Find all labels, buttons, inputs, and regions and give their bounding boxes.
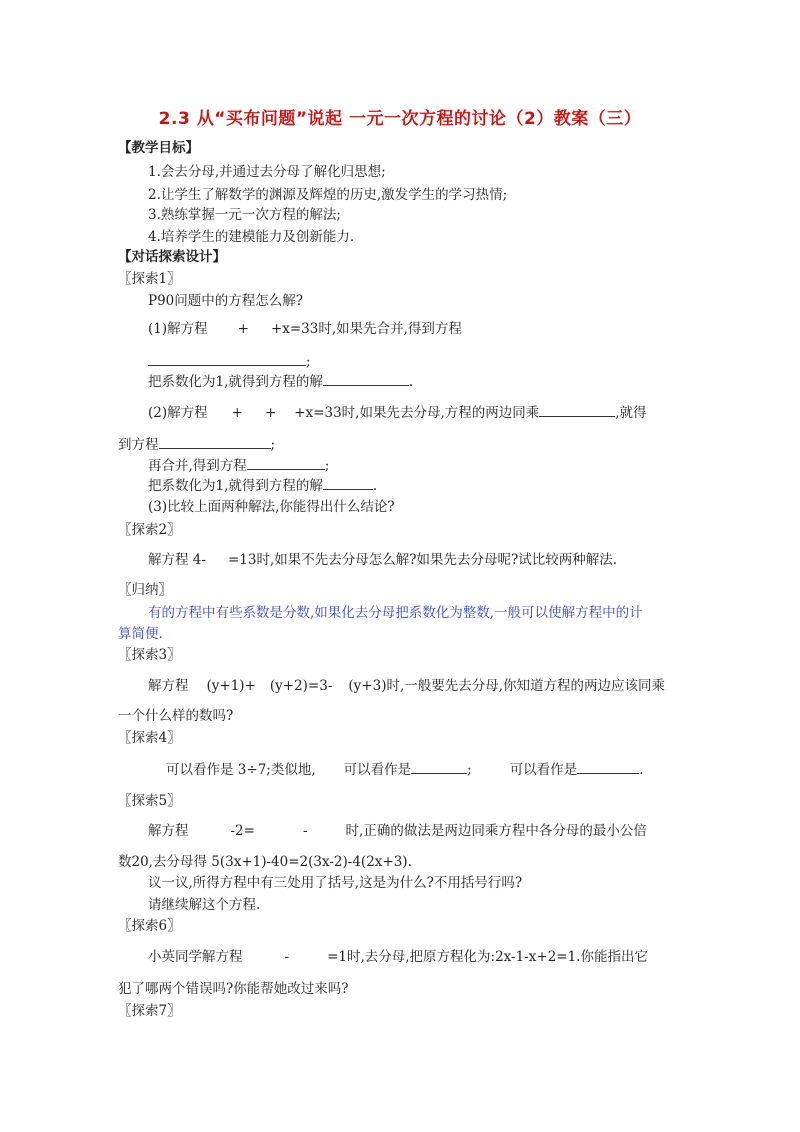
explore5-text-cont: 数20,去分母得 5(3x+1)-40=2(3x-2)-4(2x+3).	[118, 854, 412, 870]
text: +x=33时,如果先合并,得到方程	[270, 321, 462, 337]
text: 时,正确的做法是两边同乘方程中各分母的最小公倍	[345, 823, 647, 839]
text: 可以看作是	[343, 762, 412, 778]
explore1-part2-coef	[148, 476, 377, 495]
explore1-part2	[148, 403, 647, 422]
summary-line: 有的方程中有些系数是分数,如果化去分母把系数化为整数,一般可以使解方程中的计	[148, 605, 643, 621]
goal-item: 2.让学生了解数学的渊源及辉煌的历史,激发学生的学习热情;	[148, 187, 508, 203]
goals-header: 【教学目标】	[118, 140, 199, 156]
text: ;	[270, 437, 276, 453]
explore5-continue: 请继续解这个方程.	[148, 897, 261, 913]
answer-blank[interactable]	[247, 456, 325, 470]
explore1-part1-coef	[148, 372, 413, 391]
goal-item: 4.培养学生的建模能力及创新能力.	[148, 229, 355, 245]
answer-blank[interactable]	[159, 435, 271, 449]
explore3-label: 〖探索3〗	[118, 647, 181, 663]
answer-blank[interactable]	[577, 760, 639, 774]
answer-blank[interactable]	[323, 372, 409, 386]
explore2-text	[148, 551, 617, 569]
explore2-label: 〖探索2〗	[118, 522, 181, 538]
text: 小英同学解方程	[148, 949, 243, 965]
explore3-text-cont: 一个什么样的数吗?	[118, 708, 234, 724]
explore1-intro: P90问题中的方程怎么解?	[148, 293, 303, 309]
explore5-label: 〖探索5〗	[118, 793, 181, 809]
text: 可以看作是	[509, 762, 578, 778]
explore7-label: 〖探索7〗	[118, 1003, 181, 1019]
text: ,就得	[615, 405, 647, 421]
explore5-text	[148, 822, 647, 840]
goal-item: 3.熟练掌握一元一次方程的解法;	[148, 207, 341, 223]
text: -	[284, 949, 290, 965]
text: 解方程 4-	[148, 552, 206, 568]
explore6-text-cont: 犯了哪两个错误吗?你能帮她改过来吗?	[118, 981, 349, 997]
explore6-label: 〖探索6〗	[118, 918, 181, 934]
page-title: 2.3 从“买布问题”说起 一元一次方程的讨论（2）教案（三）	[158, 109, 642, 129]
text: (y+1)+	[206, 678, 256, 694]
explore4-text	[166, 760, 643, 779]
text: 把系数化为1,就得到方程的解	[148, 374, 323, 390]
answer-blank[interactable]	[323, 476, 373, 490]
explore6-text	[148, 948, 648, 966]
text: (y+2)=3-	[269, 678, 333, 694]
explore4-label: 〖探索4〗	[118, 730, 181, 746]
text: +	[237, 321, 249, 337]
text: (y+3)时,一般要先去分母,你知道方程的两边应该同乘	[348, 678, 666, 694]
text: +x=33时,如果先去分母,方程的两边同乘	[294, 405, 540, 421]
text: ;	[306, 354, 311, 370]
text: 解方程	[148, 823, 189, 839]
answer-blank[interactable]	[148, 352, 306, 366]
explore3-text	[148, 677, 665, 695]
goal-item: 1.会去分母,并通过去分母了解化归思想;	[148, 164, 386, 180]
text: 到方程	[118, 437, 159, 453]
text: .	[408, 374, 414, 390]
text: .	[639, 762, 644, 778]
text: =1时,去分母,把原方程化为:2x-1-x+2=1.你能指出它	[327, 949, 648, 965]
text: ;	[324, 458, 330, 474]
text: -	[302, 823, 308, 839]
design-header: 【对话探索设计】	[118, 249, 226, 265]
text: +	[231, 405, 243, 421]
text: .	[372, 478, 378, 494]
answer-blank[interactable]	[539, 403, 615, 417]
text: 可以看作是 3÷7;类似地,	[166, 762, 316, 778]
answer-blank[interactable]	[411, 760, 467, 774]
text: (1)解方程	[148, 321, 208, 337]
explore5-discuss: 议一议,所得方程中有三处用了括号,这是为什么?不用括号行吗?	[148, 875, 523, 891]
text: 再合并,得到方程	[148, 458, 247, 474]
text: (2)解方程	[148, 405, 208, 421]
explore1-part2-equation	[118, 435, 275, 454]
text: =13时,如果不先去分母怎么解?如果先去分母呢?试比较两种解法.	[227, 552, 618, 568]
text: -2=	[230, 823, 255, 839]
explore1-part1	[148, 320, 462, 338]
explore1-part1-blank-line	[148, 352, 311, 371]
text: ;	[467, 762, 472, 778]
explore1-label: 〖探索1〗	[118, 271, 181, 287]
explore1-part3: (3)比较上面两种解法,你能得出什么结论?	[148, 499, 395, 515]
summary-label: 〖归纳〗	[118, 582, 172, 598]
summary-line: 算简便.	[118, 626, 163, 642]
text: 解方程	[148, 678, 189, 694]
explore1-part2-combine	[148, 456, 329, 475]
text: +	[264, 405, 277, 421]
text: 把系数化为1,就得到方程的解	[148, 478, 323, 494]
